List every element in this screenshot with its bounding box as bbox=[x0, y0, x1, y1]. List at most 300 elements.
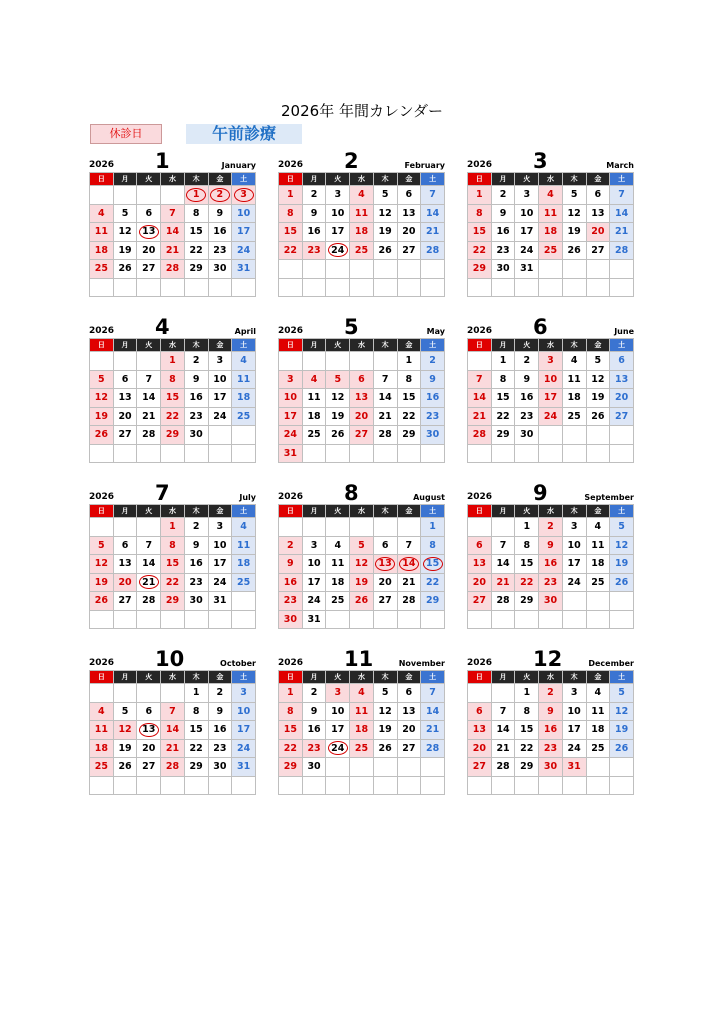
day-number: 21 bbox=[472, 410, 486, 422]
empty-cell bbox=[373, 278, 397, 297]
day-number: 3 bbox=[523, 189, 531, 201]
day-cell bbox=[610, 352, 634, 371]
day-cell bbox=[113, 370, 137, 389]
weekday-header: 木 bbox=[373, 173, 397, 186]
day-cell bbox=[515, 573, 539, 592]
day-number: 5 bbox=[358, 539, 365, 551]
day-cell bbox=[184, 684, 208, 703]
day-number: 26 bbox=[378, 742, 392, 754]
day-number: 18 bbox=[331, 576, 345, 588]
empty-cell bbox=[468, 610, 492, 629]
week-row bbox=[279, 758, 445, 777]
day-cell bbox=[279, 536, 303, 555]
week-row bbox=[468, 426, 634, 445]
day-number: 30 bbox=[213, 761, 227, 773]
day-number: 16 bbox=[543, 558, 558, 570]
day-cell bbox=[184, 739, 208, 758]
empty-cell bbox=[350, 518, 374, 537]
day-number: 7 bbox=[499, 539, 507, 551]
day-cell bbox=[610, 370, 634, 389]
day-cell bbox=[137, 573, 161, 592]
empty-cell bbox=[397, 260, 421, 279]
weekday-header: 火 bbox=[515, 505, 539, 518]
day-cell bbox=[113, 702, 137, 721]
day-cell bbox=[208, 702, 232, 721]
day-number: 19 bbox=[94, 410, 108, 422]
day-cell bbox=[515, 426, 539, 445]
month-year: 2026 bbox=[467, 658, 493, 668]
day-cell bbox=[208, 684, 232, 703]
day-cell bbox=[539, 186, 563, 205]
day-cell bbox=[350, 536, 374, 555]
morning-only-mark bbox=[423, 557, 443, 571]
month-number: 5 bbox=[344, 315, 359, 339]
day-cell bbox=[184, 592, 208, 611]
day-number: 25 bbox=[567, 410, 581, 422]
weekday-header: 水 bbox=[161, 505, 185, 518]
day-number: 28 bbox=[165, 263, 180, 275]
day-cell bbox=[586, 555, 610, 574]
day-cell bbox=[326, 389, 350, 408]
day-cell bbox=[326, 204, 350, 223]
empty-cell bbox=[279, 776, 303, 795]
day-number: 20 bbox=[118, 576, 132, 588]
day-number: 24 bbox=[331, 742, 345, 754]
day-cell bbox=[232, 684, 256, 703]
week-row bbox=[468, 241, 634, 260]
day-number: 2 bbox=[216, 687, 224, 699]
day-number: 11 bbox=[591, 539, 605, 551]
day-number: 15 bbox=[189, 226, 203, 238]
day-cell bbox=[326, 407, 350, 426]
empty-cell bbox=[232, 592, 256, 611]
week-row bbox=[90, 370, 256, 389]
day-number: 31 bbox=[236, 263, 251, 275]
month-table bbox=[278, 338, 445, 463]
day-number: 16 bbox=[425, 392, 440, 404]
day-number: 18 bbox=[591, 724, 605, 736]
day-number: 13 bbox=[472, 724, 486, 736]
week-row bbox=[279, 721, 445, 740]
day-number: 26 bbox=[94, 429, 108, 441]
day-number: 6 bbox=[476, 705, 483, 717]
empty-cell bbox=[373, 260, 397, 279]
weekday-header: 月 bbox=[491, 173, 515, 186]
day-cell bbox=[137, 721, 161, 740]
weekday-header: 月 bbox=[113, 173, 137, 186]
weekday-header: 日 bbox=[90, 173, 114, 186]
day-number: 26 bbox=[614, 576, 629, 588]
day-number: 1 bbox=[287, 189, 294, 201]
day-number: 12 bbox=[614, 539, 629, 551]
day-number: 18 bbox=[94, 742, 108, 754]
day-cell bbox=[373, 204, 397, 223]
month-name: September bbox=[584, 493, 634, 502]
day-number: 29 bbox=[165, 595, 180, 607]
day-cell bbox=[468, 370, 492, 389]
month-name: October bbox=[220, 659, 256, 668]
day-cell bbox=[468, 758, 492, 777]
day-number: 31 bbox=[213, 595, 227, 607]
day-number: 30 bbox=[213, 263, 227, 275]
day-cell bbox=[350, 592, 374, 611]
month-number: 1 bbox=[155, 149, 170, 173]
day-cell bbox=[562, 389, 586, 408]
weekday-header: 水 bbox=[161, 173, 185, 186]
empty-cell bbox=[562, 610, 586, 629]
day-number: 22 bbox=[496, 410, 510, 422]
empty-cell bbox=[161, 278, 185, 297]
day-number: 27 bbox=[591, 244, 605, 256]
week-row bbox=[468, 518, 634, 537]
day-number: 1 bbox=[523, 521, 531, 533]
empty-cell bbox=[350, 758, 374, 777]
weekday-header: 土 bbox=[610, 671, 634, 684]
day-cell bbox=[90, 389, 114, 408]
day-cell bbox=[161, 739, 185, 758]
day-cell bbox=[515, 407, 539, 426]
day-number: 23 bbox=[425, 410, 440, 422]
day-number: 12 bbox=[378, 705, 392, 717]
day-number: 6 bbox=[476, 539, 483, 551]
empty-cell bbox=[326, 352, 350, 371]
day-number: 20 bbox=[402, 226, 416, 238]
day-cell bbox=[610, 536, 634, 555]
week-row bbox=[468, 204, 634, 223]
weekday-header: 土 bbox=[610, 173, 634, 186]
day-number: 8 bbox=[287, 207, 294, 219]
day-number: 28 bbox=[142, 595, 156, 607]
day-cell bbox=[373, 573, 397, 592]
day-cell bbox=[302, 407, 326, 426]
month-year: 2026 bbox=[89, 492, 115, 502]
day-number: 28 bbox=[142, 429, 156, 441]
empty-cell bbox=[421, 278, 445, 297]
weekday-header: 土 bbox=[421, 505, 445, 518]
day-number: 30 bbox=[543, 595, 558, 607]
empty-cell bbox=[373, 518, 397, 537]
day-cell bbox=[468, 702, 492, 721]
day-cell bbox=[113, 592, 137, 611]
legend-morning-only: 午前診療 bbox=[186, 124, 302, 144]
day-number: 1 bbox=[499, 355, 507, 367]
day-number: 3 bbox=[334, 687, 342, 699]
day-cell bbox=[113, 241, 137, 260]
day-cell bbox=[279, 407, 303, 426]
week-row bbox=[90, 702, 256, 721]
day-cell bbox=[326, 573, 350, 592]
day-number: 7 bbox=[405, 539, 413, 551]
day-cell bbox=[184, 370, 208, 389]
day-number: 28 bbox=[496, 595, 510, 607]
empty-cell bbox=[539, 278, 563, 297]
day-cell bbox=[468, 241, 492, 260]
day-number: 24 bbox=[520, 244, 534, 256]
day-number: 18 bbox=[236, 558, 251, 570]
day-cell bbox=[279, 739, 303, 758]
empty-cell bbox=[373, 610, 397, 629]
empty-cell bbox=[397, 776, 421, 795]
day-number: 25 bbox=[543, 244, 558, 256]
empty-cell bbox=[161, 684, 185, 703]
day-number: 5 bbox=[121, 705, 129, 717]
week-row bbox=[279, 592, 445, 611]
weekday-header: 木 bbox=[184, 173, 208, 186]
day-number: 25 bbox=[236, 576, 251, 588]
month-table bbox=[467, 172, 634, 297]
day-number: 25 bbox=[94, 761, 108, 773]
day-number: 3 bbox=[547, 355, 554, 367]
month-calendar-june bbox=[467, 314, 634, 463]
month-calendar-october bbox=[89, 646, 256, 795]
month-table bbox=[278, 670, 445, 795]
day-number: 29 bbox=[472, 263, 486, 275]
empty-cell bbox=[610, 610, 634, 629]
day-number: 23 bbox=[213, 244, 227, 256]
day-cell bbox=[515, 223, 539, 242]
month-year: 2026 bbox=[89, 160, 115, 170]
day-cell bbox=[562, 407, 586, 426]
day-cell bbox=[90, 370, 114, 389]
day-number: 5 bbox=[381, 189, 389, 201]
day-cell bbox=[397, 684, 421, 703]
day-number: 13 bbox=[142, 226, 156, 238]
day-number: 6 bbox=[381, 539, 389, 551]
week-row bbox=[468, 370, 634, 389]
empty-cell bbox=[562, 592, 586, 611]
day-cell bbox=[515, 352, 539, 371]
day-number: 10 bbox=[567, 539, 581, 551]
day-number: 4 bbox=[240, 355, 247, 367]
day-number: 11 bbox=[354, 705, 369, 717]
day-cell bbox=[279, 573, 303, 592]
empty-cell bbox=[161, 776, 185, 795]
day-number: 2 bbox=[547, 687, 554, 699]
day-cell bbox=[90, 426, 114, 445]
empty-cell bbox=[113, 610, 137, 629]
weekday-header: 水 bbox=[350, 173, 374, 186]
day-number: 9 bbox=[523, 373, 531, 385]
day-cell bbox=[326, 721, 350, 740]
day-number: 27 bbox=[402, 244, 416, 256]
week-row bbox=[279, 610, 445, 629]
week-row bbox=[279, 204, 445, 223]
day-cell bbox=[232, 389, 256, 408]
month-table bbox=[278, 172, 445, 297]
day-cell bbox=[302, 186, 326, 205]
day-cell bbox=[586, 518, 610, 537]
day-number: 13 bbox=[402, 705, 416, 717]
day-number: 2 bbox=[310, 189, 318, 201]
day-cell bbox=[161, 352, 185, 371]
empty-cell bbox=[350, 260, 374, 279]
day-number: 29 bbox=[402, 429, 416, 441]
month-name: August bbox=[413, 493, 445, 502]
day-cell bbox=[539, 370, 563, 389]
day-cell bbox=[397, 739, 421, 758]
morning-only-mark bbox=[139, 723, 159, 737]
day-number: 2 bbox=[523, 355, 531, 367]
empty-cell bbox=[468, 518, 492, 537]
day-cell bbox=[610, 186, 634, 205]
day-number: 5 bbox=[121, 207, 129, 219]
day-cell bbox=[326, 223, 350, 242]
legend-closed-day: 休診日 bbox=[90, 124, 162, 144]
week-row bbox=[279, 186, 445, 205]
day-cell bbox=[421, 573, 445, 592]
day-number: 27 bbox=[378, 595, 392, 607]
empty-cell bbox=[208, 610, 232, 629]
morning-only-mark bbox=[399, 557, 419, 571]
day-number: 16 bbox=[520, 392, 534, 404]
day-cell bbox=[491, 702, 515, 721]
week-row bbox=[468, 389, 634, 408]
day-cell bbox=[208, 204, 232, 223]
weekday-header: 日 bbox=[468, 671, 492, 684]
week-row bbox=[90, 555, 256, 574]
day-cell bbox=[397, 186, 421, 205]
day-number: 23 bbox=[543, 742, 558, 754]
morning-only-mark bbox=[234, 188, 254, 202]
weekday-header: 木 bbox=[373, 339, 397, 352]
weekday-header: 水 bbox=[161, 339, 185, 352]
day-number: 6 bbox=[618, 355, 625, 367]
day-cell bbox=[373, 702, 397, 721]
day-cell bbox=[326, 555, 350, 574]
day-cell bbox=[586, 389, 610, 408]
day-cell bbox=[208, 370, 232, 389]
weekday-header: 火 bbox=[515, 671, 539, 684]
day-number: 7 bbox=[145, 539, 153, 551]
day-number: 6 bbox=[121, 539, 129, 551]
empty-cell bbox=[208, 776, 232, 795]
day-cell bbox=[302, 204, 326, 223]
month-year: 2026 bbox=[278, 160, 304, 170]
day-number: 19 bbox=[614, 558, 629, 570]
day-number: 17 bbox=[331, 724, 345, 736]
day-number: 30 bbox=[189, 429, 203, 441]
day-number: 8 bbox=[476, 207, 483, 219]
week-row bbox=[90, 592, 256, 611]
empty-cell bbox=[586, 260, 610, 279]
month-name: May bbox=[426, 327, 445, 336]
day-cell bbox=[421, 186, 445, 205]
empty-cell bbox=[161, 444, 185, 463]
day-number: 15 bbox=[425, 558, 440, 570]
day-cell bbox=[302, 739, 326, 758]
week-row bbox=[90, 204, 256, 223]
empty-cell bbox=[326, 518, 350, 537]
empty-cell bbox=[161, 186, 185, 205]
day-number: 12 bbox=[614, 705, 629, 717]
weekday-header: 土 bbox=[421, 339, 445, 352]
day-number: 7 bbox=[169, 705, 176, 717]
day-number: 24 bbox=[567, 576, 581, 588]
empty-cell bbox=[397, 278, 421, 297]
day-number: 8 bbox=[169, 373, 176, 385]
week-row bbox=[279, 260, 445, 279]
empty-cell bbox=[610, 278, 634, 297]
day-number: 27 bbox=[614, 410, 629, 422]
day-number: 26 bbox=[354, 595, 369, 607]
day-cell bbox=[113, 739, 137, 758]
month-number: 2 bbox=[344, 149, 359, 173]
weekday-header: 火 bbox=[326, 671, 350, 684]
day-cell bbox=[161, 555, 185, 574]
day-number: 19 bbox=[94, 576, 108, 588]
day-cell bbox=[539, 684, 563, 703]
day-cell bbox=[515, 370, 539, 389]
day-cell bbox=[279, 223, 303, 242]
day-number: 10 bbox=[331, 207, 345, 219]
week-row bbox=[279, 518, 445, 537]
day-number: 8 bbox=[405, 373, 413, 385]
day-cell bbox=[586, 573, 610, 592]
empty-cell bbox=[373, 444, 397, 463]
weekday-header: 火 bbox=[137, 505, 161, 518]
day-number: 24 bbox=[567, 742, 581, 754]
month-table bbox=[89, 670, 256, 795]
day-number: 23 bbox=[189, 410, 203, 422]
day-number: 30 bbox=[189, 595, 203, 607]
day-number: 13 bbox=[402, 207, 416, 219]
empty-cell bbox=[539, 444, 563, 463]
empty-cell bbox=[113, 186, 137, 205]
day-number: 4 bbox=[358, 189, 365, 201]
day-cell bbox=[350, 186, 374, 205]
week-row bbox=[279, 776, 445, 795]
day-number: 1 bbox=[405, 355, 413, 367]
day-number: 17 bbox=[307, 576, 321, 588]
day-cell bbox=[302, 555, 326, 574]
day-number: 13 bbox=[378, 558, 392, 570]
day-number: 26 bbox=[118, 761, 132, 773]
empty-cell bbox=[421, 776, 445, 795]
day-number: 2 bbox=[429, 355, 436, 367]
empty-cell bbox=[491, 610, 515, 629]
day-number: 18 bbox=[543, 226, 558, 238]
weekday-header: 土 bbox=[421, 671, 445, 684]
empty-cell bbox=[610, 592, 634, 611]
day-cell bbox=[350, 684, 374, 703]
week-row bbox=[468, 260, 634, 279]
day-number: 21 bbox=[496, 742, 510, 754]
day-cell bbox=[90, 758, 114, 777]
day-number: 16 bbox=[307, 226, 321, 238]
weekday-header: 火 bbox=[137, 173, 161, 186]
empty-cell bbox=[586, 592, 610, 611]
day-number: 14 bbox=[425, 705, 440, 717]
day-number: 9 bbox=[192, 539, 200, 551]
empty-cell bbox=[326, 758, 350, 777]
empty-cell bbox=[539, 610, 563, 629]
day-number: 7 bbox=[499, 705, 507, 717]
week-row bbox=[279, 389, 445, 408]
empty-cell bbox=[421, 758, 445, 777]
day-cell bbox=[350, 426, 374, 445]
empty-cell bbox=[562, 260, 586, 279]
weekday-header: 水 bbox=[350, 505, 374, 518]
day-number: 18 bbox=[236, 392, 251, 404]
day-number: 22 bbox=[165, 410, 180, 422]
weekday-header: 日 bbox=[279, 339, 303, 352]
day-cell bbox=[350, 721, 374, 740]
day-number: 26 bbox=[331, 429, 345, 441]
day-cell bbox=[161, 223, 185, 242]
weekday-header: 木 bbox=[184, 671, 208, 684]
day-number: 14 bbox=[472, 392, 486, 404]
empty-cell bbox=[326, 278, 350, 297]
